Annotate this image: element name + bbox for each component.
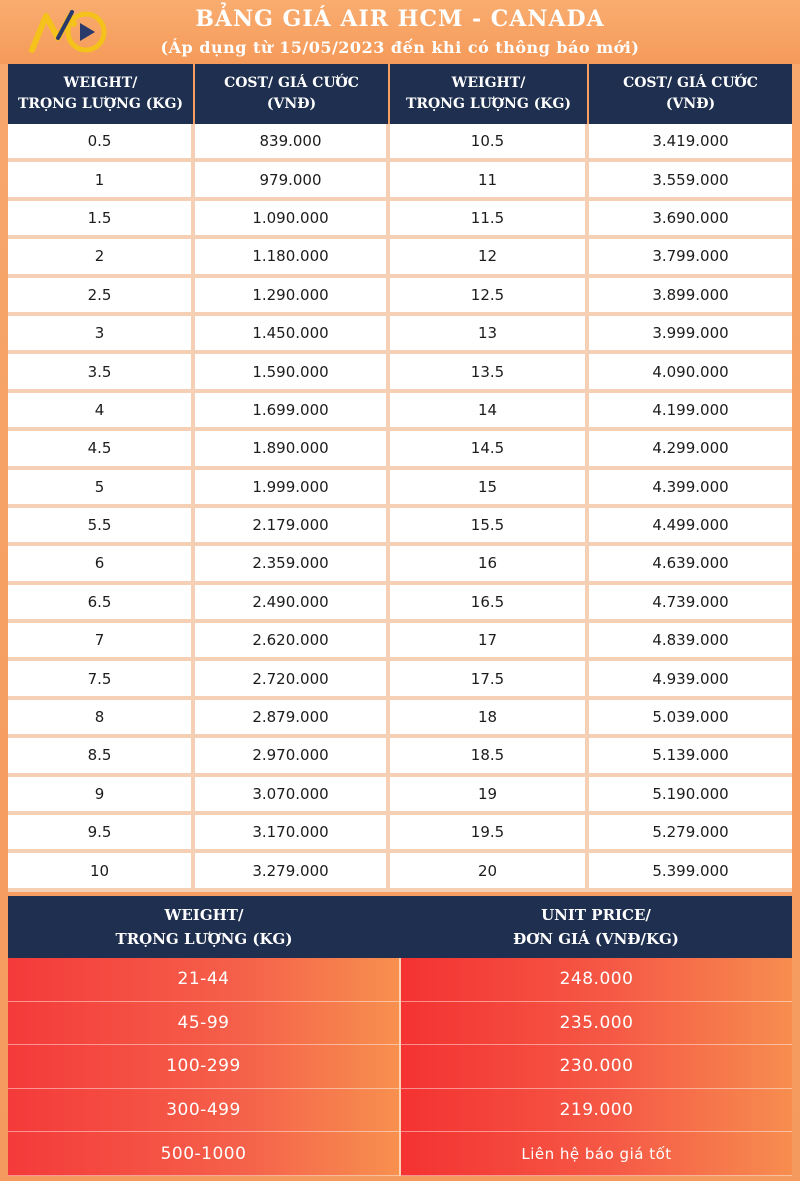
weight-cell: 11: [390, 162, 589, 200]
weight-cell: 6: [8, 546, 195, 584]
table-row: [8, 623, 792, 661]
bulk-unit-price: 235.000: [399, 1002, 792, 1046]
weight-cell: 18: [390, 700, 589, 738]
weight-cell: 10.5: [390, 124, 589, 162]
table-row: [8, 585, 792, 623]
bulk-unit-price: 248.000: [399, 958, 792, 1002]
cost-cell: 1.890.000: [195, 431, 390, 469]
cost-cell: 4.399.000: [589, 470, 792, 508]
weight-cell: 20: [390, 853, 589, 891]
weight-cell: 17.5: [390, 661, 589, 699]
bulk-weight-header: WEIGHT/ TRỌNG LƯỢNG (KG): [115, 906, 293, 948]
cost-cell: 5.399.000: [589, 853, 792, 891]
weight-cell: 17: [390, 623, 589, 661]
cost-cell: 979.000: [195, 162, 390, 200]
bulk-row: [8, 1002, 792, 1046]
weight-cell: 12.5: [390, 278, 589, 316]
bulk-weight-range: 21-44: [8, 958, 399, 1002]
bulk-weight-range: 45-99: [8, 1002, 399, 1046]
weight-cell: 3: [8, 316, 195, 354]
weight-cell: 3.5: [8, 354, 195, 392]
weight-cell: 12: [390, 239, 589, 277]
weight-cell: 16: [390, 546, 589, 584]
table-row: [8, 546, 792, 584]
cost-cell: 2.720.000: [195, 661, 390, 699]
weight-column-header: WEIGHT/ TRỌNG LƯỢNG (KG): [390, 64, 589, 124]
weight-cell: 9: [8, 777, 195, 815]
cost-cell: 5.139.000: [589, 738, 792, 776]
cost-cell: 2.179.000: [195, 508, 390, 546]
table-row: [8, 661, 792, 699]
cost-column-header: COST/ GIÁ CƯỚC (VNĐ): [195, 64, 390, 124]
header-banner: [0, 0, 800, 64]
table-row: [8, 278, 792, 316]
table-row: [8, 853, 792, 891]
weight-cell: 1: [8, 162, 195, 200]
weight-cell: 13: [390, 316, 589, 354]
weight-cell: 1.5: [8, 201, 195, 239]
weight-column-header: WEIGHT/ TRỌNG LƯỢNG (KG): [8, 64, 195, 124]
cost-cell: 5.279.000: [589, 815, 792, 853]
weight-cell: 9.5: [8, 815, 195, 853]
weight-cell: 8: [8, 700, 195, 738]
cost-cell: 3.799.000: [589, 239, 792, 277]
table-row: [8, 777, 792, 815]
table-row: [8, 354, 792, 392]
cost-cell: 5.190.000: [589, 777, 792, 815]
table-row: [8, 508, 792, 546]
weight-cell: 8.5: [8, 738, 195, 776]
cost-cell: 1.450.000: [195, 316, 390, 354]
weight-cell: 18.5: [390, 738, 589, 776]
cost-cell: 4.839.000: [589, 623, 792, 661]
bulk-row: [8, 1132, 792, 1176]
weight-cell: 13.5: [390, 354, 589, 392]
bulk-unit-price: 230.000: [399, 1045, 792, 1089]
cost-cell: 3.279.000: [195, 853, 390, 891]
weight-cell: 16.5: [390, 585, 589, 623]
weight-cell: 14.5: [390, 431, 589, 469]
table-row: [8, 201, 792, 239]
cost-cell: 3.559.000: [589, 162, 792, 200]
cost-cell: 3.899.000: [589, 278, 792, 316]
bulk-price-header: UNIT PRICE/ ĐƠN GIÁ (VNĐ/KG): [513, 906, 679, 948]
bulk-weight-range: 100-299: [8, 1045, 399, 1089]
price-table: [8, 64, 792, 892]
bulk-row: [8, 958, 792, 1002]
weight-cell: 0.5: [8, 124, 195, 162]
table-row: [8, 815, 792, 853]
cost-cell: 2.620.000: [195, 623, 390, 661]
cost-cell: 3.070.000: [195, 777, 390, 815]
price-table-header: [8, 64, 792, 124]
cost-cell: 3.690.000: [589, 201, 792, 239]
cost-cell: 4.739.000: [589, 585, 792, 623]
weight-cell: 19.5: [390, 815, 589, 853]
cost-cell: 5.039.000: [589, 700, 792, 738]
weight-cell: 4: [8, 393, 195, 431]
bulk-unit-price: Liên hệ báo giá tốt: [399, 1132, 792, 1176]
bulk-row: [8, 1045, 792, 1089]
table-row: [8, 431, 792, 469]
weight-cell: 5.5: [8, 508, 195, 546]
cost-cell: 4.090.000: [589, 354, 792, 392]
cost-cell: 4.299.000: [589, 431, 792, 469]
cost-cell: 2.879.000: [195, 700, 390, 738]
cost-cell: 2.970.000: [195, 738, 390, 776]
cost-column-header: COST/ GIÁ CƯỚC (VNĐ): [589, 64, 792, 124]
weight-cell: 11.5: [390, 201, 589, 239]
weight-cell: 4.5: [8, 431, 195, 469]
bulk-row: [8, 1089, 792, 1133]
cost-cell: 2.490.000: [195, 585, 390, 623]
weight-cell: 14: [390, 393, 589, 431]
cost-cell: 1.699.000: [195, 393, 390, 431]
cost-cell: 3.170.000: [195, 815, 390, 853]
weight-cell: 6.5: [8, 585, 195, 623]
weight-cell: 2.5: [8, 278, 195, 316]
table-row: [8, 393, 792, 431]
bulk-weight-range: 300-499: [8, 1089, 399, 1133]
table-row: [8, 700, 792, 738]
page-subtitle: (Áp dụng từ 15/05/2023 đến khi có thông báo mới): [160, 38, 640, 57]
bulk-unit-price: 219.000: [399, 1089, 792, 1133]
table-row: [8, 239, 792, 277]
cost-cell: 1.180.000: [195, 239, 390, 277]
cost-cell: 1.999.000: [195, 470, 390, 508]
weight-cell: 15: [390, 470, 589, 508]
cost-cell: 1.590.000: [195, 354, 390, 392]
table-row: [8, 316, 792, 354]
cost-cell: 4.499.000: [589, 508, 792, 546]
weight-cell: 19: [390, 777, 589, 815]
cost-cell: 3.999.000: [589, 316, 792, 354]
weight-cell: 15.5: [390, 508, 589, 546]
cost-cell: 839.000: [195, 124, 390, 162]
cost-cell: 4.939.000: [589, 661, 792, 699]
cost-cell: 4.639.000: [589, 546, 792, 584]
weight-cell: 2: [8, 239, 195, 277]
cost-cell: 1.290.000: [195, 278, 390, 316]
bulk-price-table: [8, 958, 792, 1176]
weight-cell: 5: [8, 470, 195, 508]
cost-cell: 1.090.000: [195, 201, 390, 239]
weight-cell: 10: [8, 853, 195, 891]
bulk-weight-range: 500-1000: [8, 1132, 399, 1176]
cost-cell: 4.199.000: [589, 393, 792, 431]
table-row: [8, 470, 792, 508]
bulk-table-header: [8, 896, 792, 958]
table-row: [8, 124, 792, 162]
table-row: [8, 162, 792, 200]
page-title: BẢNG GIÁ AIR HCM - CANADA: [195, 6, 605, 32]
weight-cell: 7.5: [8, 661, 195, 699]
weight-cell: 7: [8, 623, 195, 661]
table-row: [8, 738, 792, 776]
cost-cell: 3.419.000: [589, 124, 792, 162]
cost-cell: 2.359.000: [195, 546, 390, 584]
